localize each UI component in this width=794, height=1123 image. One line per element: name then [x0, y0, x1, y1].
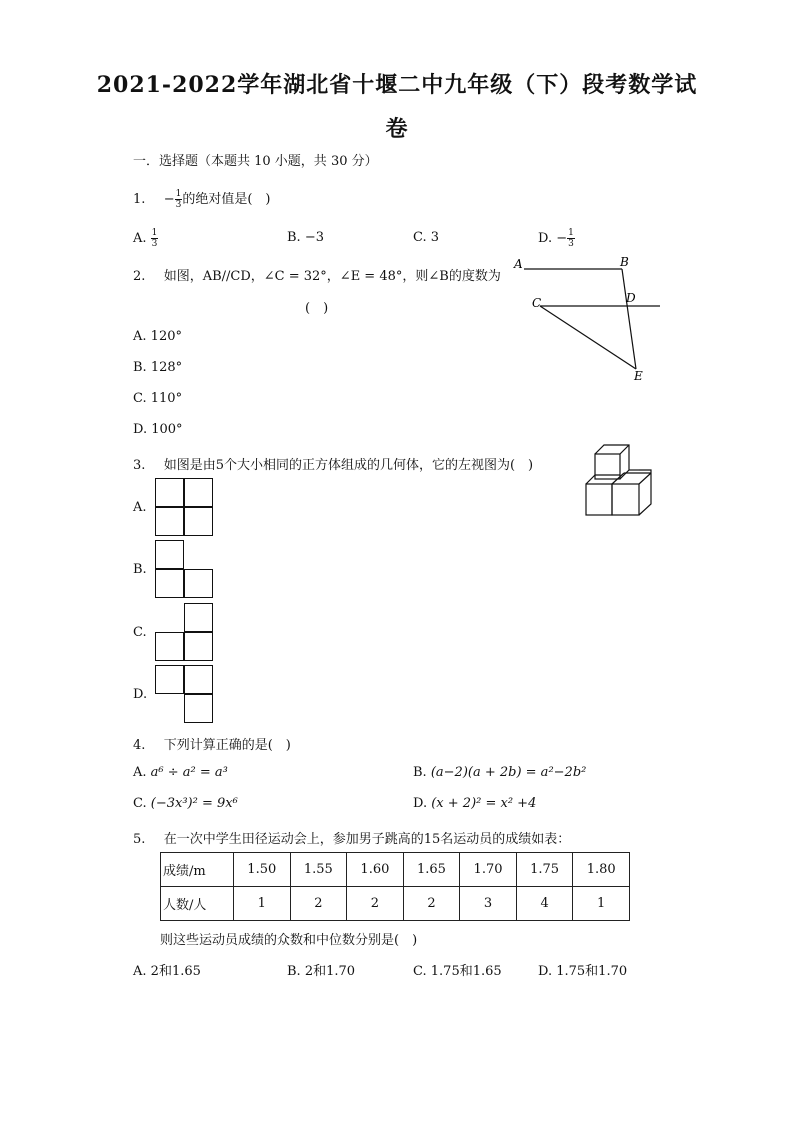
- q3-cube-figure: [580, 440, 665, 520]
- q3-option-d-figure[interactable]: [155, 665, 215, 725]
- label-d: D: [626, 291, 636, 305]
- option-label: C.: [413, 230, 427, 245]
- score-table: [160, 852, 630, 921]
- question-number: 3.: [133, 458, 146, 473]
- q3-option-b[interactable]: B.: [133, 562, 147, 577]
- option-text: 2和1.65: [150, 964, 201, 979]
- option-label: C.: [133, 796, 147, 811]
- q2-option-c[interactable]: [133, 391, 182, 406]
- question-2: [133, 265, 501, 284]
- table-cell: 1: [573, 887, 630, 921]
- option-text: (x + 2)² = x² +4: [431, 796, 537, 811]
- q4-option-c[interactable]: [133, 796, 238, 811]
- question-text: 如图，AB//CD，∠C = 32°，∠E = 48°，则∠B的度数为: [163, 269, 501, 284]
- grid-cell: [184, 507, 213, 536]
- option-text: −3: [304, 230, 324, 245]
- q2-option-b[interactable]: [133, 360, 182, 375]
- grid-cell: [184, 632, 213, 661]
- section-header: 一．选择题（本题共 10 小题，共 30 分）: [133, 154, 378, 169]
- table-cell: 1.50: [234, 853, 291, 887]
- option-text: 110°: [150, 391, 183, 406]
- table-header-cell: 成绩/m: [161, 853, 234, 887]
- table-cell: 2: [403, 887, 460, 921]
- option-text: 3: [430, 230, 440, 245]
- label-c: C: [532, 296, 542, 310]
- q5-option-c[interactable]: [413, 960, 502, 979]
- q1-option-c[interactable]: [413, 230, 439, 245]
- grid-cell: [155, 569, 184, 598]
- question-3: [133, 454, 533, 473]
- table-row: [161, 853, 630, 887]
- option-text: (a−2)(a + 2b) = a²−2b²: [430, 765, 587, 780]
- option-text: 120°: [150, 329, 182, 344]
- question-text: 如图是由5个大小相同的正方体组成的几何体，它的左视图为( ): [163, 458, 534, 473]
- q2-option-a[interactable]: [133, 329, 182, 344]
- option-label: B.: [287, 230, 301, 245]
- question-number: 4.: [133, 738, 146, 753]
- q2-geometry-figure: [510, 255, 670, 385]
- q1-option-a[interactable]: [133, 228, 158, 249]
- table-cell: 2: [347, 887, 404, 921]
- option-label: D.: [538, 231, 553, 246]
- option-label: C.: [133, 391, 147, 406]
- option-label: D.: [538, 964, 553, 979]
- fraction-numerator: 1: [568, 228, 574, 238]
- option-text: 1.75和1.70: [556, 964, 628, 979]
- option-label: A.: [133, 329, 147, 344]
- q3-option-b-figure[interactable]: [155, 540, 215, 600]
- question-4: [133, 734, 291, 753]
- question-text: 在一次中学生田径运动会上，参加男子跳高的15名运动员的成绩如表：: [163, 832, 571, 847]
- question-5: [133, 828, 570, 847]
- table-header-cell: 人数/人: [161, 887, 234, 921]
- line-ce: [540, 306, 636, 369]
- grid-cell: [184, 694, 213, 723]
- grid-cell: [184, 478, 213, 507]
- option-text: (−3x³)² = 9x⁶: [150, 796, 238, 811]
- option-label: D.: [413, 796, 428, 811]
- question-number: 2.: [133, 269, 146, 284]
- option-label: B.: [287, 964, 301, 979]
- fraction-denominator: 3: [568, 239, 574, 249]
- option-text: 2和1.70: [304, 964, 356, 979]
- table-cell: 1.75: [516, 853, 573, 887]
- option-label: D.: [133, 422, 148, 437]
- option-label: C.: [413, 964, 427, 979]
- label-b: B: [620, 255, 629, 269]
- table-row: [161, 887, 630, 921]
- table-cell: 1: [234, 887, 291, 921]
- option-text: 1.75和1.65: [430, 964, 502, 979]
- question-1: [133, 188, 270, 210]
- q1-option-b[interactable]: [287, 230, 324, 245]
- question-number: 5.: [133, 832, 146, 847]
- table-cell: 2: [290, 887, 347, 921]
- table-cell: 1.70: [460, 853, 517, 887]
- fraction-denominator: 3: [175, 200, 182, 210]
- option-label: B.: [413, 765, 427, 780]
- question-text: 的绝对值是( ): [182, 192, 271, 207]
- option-label: B.: [133, 360, 147, 375]
- q5-followup: 则这些运动员成绩的众数和中位数分别是( ): [160, 933, 418, 948]
- label-a: A: [514, 257, 523, 271]
- q5-option-b[interactable]: [287, 960, 355, 979]
- q5-option-d[interactable]: [538, 960, 627, 979]
- q4-option-b[interactable]: [413, 765, 586, 780]
- fraction-denominator: 3: [151, 239, 158, 249]
- fraction: [151, 228, 159, 249]
- grid-cell: [184, 569, 213, 598]
- q5-option-a[interactable]: [133, 960, 201, 979]
- option-label: A.: [133, 765, 147, 780]
- q1-option-d[interactable]: [538, 228, 575, 249]
- q4-option-d[interactable]: [413, 796, 536, 811]
- table-cell: 1.55: [290, 853, 347, 887]
- grid-cell: [155, 540, 184, 569]
- q3-option-a[interactable]: A.: [133, 500, 147, 515]
- grid-cell: [155, 632, 184, 661]
- fraction-numerator: 1: [151, 228, 158, 238]
- fraction: [567, 228, 575, 249]
- grid-cell: [155, 665, 184, 694]
- page-title: 2021-2022学年湖北省十堰二中九年级（下）段考数学试: [96, 72, 698, 98]
- neg-sign: −: [556, 231, 568, 246]
- q3-option-a-figure[interactable]: [155, 478, 215, 538]
- option-text: a⁶ ÷ a² = a³: [150, 765, 228, 780]
- option-text: 100°: [151, 422, 183, 437]
- table-cell: 1.65: [403, 853, 460, 887]
- answer-paren: ( ): [305, 301, 329, 316]
- q3-option-c[interactable]: C.: [133, 625, 147, 640]
- neg-sign: −: [163, 192, 175, 207]
- q4-option-a[interactable]: [133, 765, 228, 780]
- option-label: A.: [133, 964, 147, 979]
- page-title-line2: 卷: [385, 116, 409, 142]
- table-cell: 4: [516, 887, 573, 921]
- grid-cell: [155, 478, 184, 507]
- q3-option-c-figure[interactable]: [155, 603, 215, 663]
- q2-option-d[interactable]: [133, 422, 183, 437]
- question-text: 下列计算正确的是( ): [163, 738, 291, 753]
- grid-cell: [155, 507, 184, 536]
- fraction-numerator: 1: [175, 189, 182, 199]
- question-number: 1.: [133, 192, 146, 207]
- option-label: A.: [133, 231, 147, 246]
- line-be: [622, 269, 636, 369]
- table-cell: 1.80: [573, 853, 630, 887]
- grid-cell: [184, 603, 213, 632]
- q3-option-d[interactable]: D.: [133, 687, 148, 702]
- label-e: E: [634, 369, 643, 383]
- grid-cell: [184, 665, 213, 694]
- option-text: 128°: [150, 360, 183, 375]
- table-cell: 1.60: [347, 853, 404, 887]
- table-cell: 3: [460, 887, 517, 921]
